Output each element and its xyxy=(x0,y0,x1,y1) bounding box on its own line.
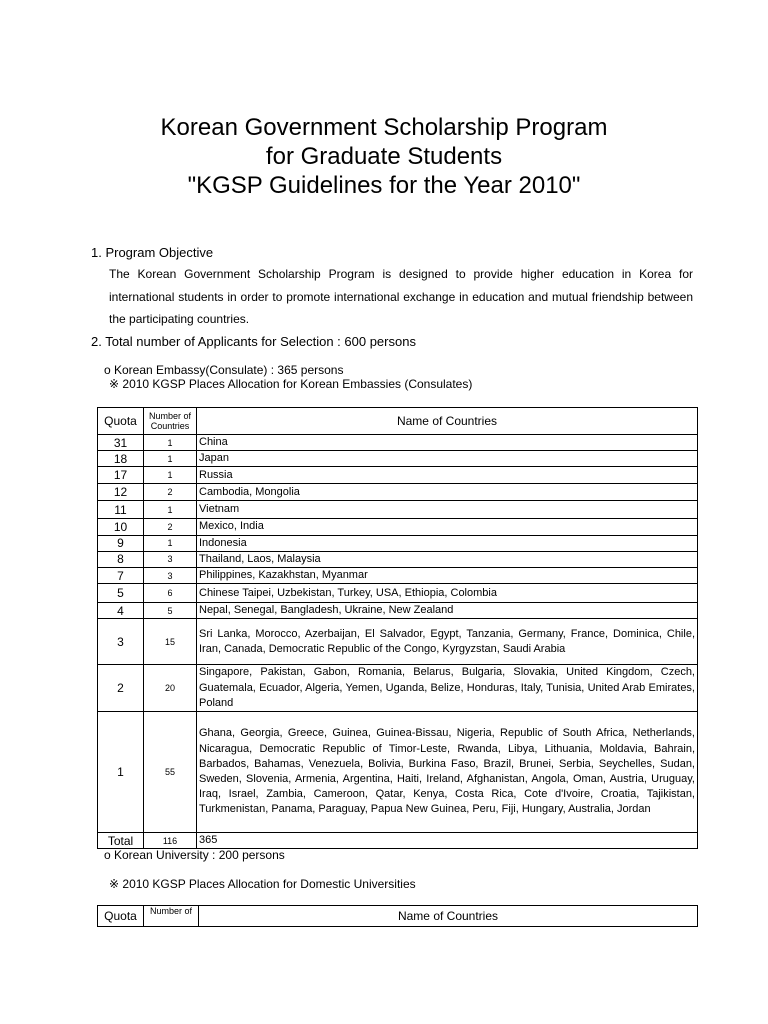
table-row xyxy=(98,619,698,665)
quota-cell: 1 xyxy=(98,712,144,833)
embassy-allocation-note: ※ 2010 KGSP Places Allocation for Korean Embassies (Consulates) xyxy=(109,377,473,391)
countries-cell: Philippines, Kazakhstan, Myanmar xyxy=(197,568,698,584)
number-cell: 2 xyxy=(144,484,197,501)
quota-cell: 12 xyxy=(98,484,144,501)
header-quota: Quota xyxy=(98,906,144,927)
header-name-of-countries: Name of Countries xyxy=(199,906,698,927)
number-cell: 1 xyxy=(144,451,197,467)
number-cell: 1 xyxy=(144,467,197,484)
quota-cell: 31 xyxy=(98,435,144,451)
quota-cell: 2 xyxy=(98,665,144,712)
table-row xyxy=(98,584,698,603)
table-row xyxy=(98,568,698,584)
university-allocation-table xyxy=(97,905,698,927)
number-cell: 1 xyxy=(144,501,197,519)
header-quota: Quota xyxy=(98,408,144,435)
number-cell: 20 xyxy=(144,665,197,712)
quota-cell: Total xyxy=(98,833,144,849)
table-row xyxy=(98,501,698,519)
document-title xyxy=(0,113,768,200)
table-row xyxy=(98,467,698,484)
countries-cell: Singapore, Pakistan, Gabon, Romania, Belarus, Bulgaria, Slovakia, United Kingdom, Czech, Guatemala, Ecuador, Algeria, Yemen, Uganda, Belize, Honduras, Italy, Tunisia, United Arab Emirates, Poland xyxy=(197,665,698,712)
header-name-of-countries: Name of Countries xyxy=(197,408,698,435)
countries-cell: Thailand, Laos, Malaysia xyxy=(197,551,698,567)
countries-cell: Chinese Taipei, Uzbekistan, Turkey, USA, Ethiopia, Colombia xyxy=(197,584,698,603)
countries-cell: Russia xyxy=(197,467,698,484)
title-line-2: for Graduate Students xyxy=(265,143,503,170)
number-cell: 15 xyxy=(144,619,197,665)
table-row xyxy=(98,551,698,567)
number-cell: 116 xyxy=(144,833,197,849)
embassy-line: o Korean Embassy(Consulate) : 365 persons xyxy=(104,363,344,377)
table-row xyxy=(98,665,698,712)
quota-cell: 8 xyxy=(98,551,144,567)
quota-cell: 3 xyxy=(98,619,144,665)
table-row xyxy=(98,603,698,619)
table-row xyxy=(98,435,698,451)
title-line-3: "KGSP Guidelines for the Year 2010" xyxy=(187,172,581,199)
countries-cell: Indonesia xyxy=(197,535,698,551)
countries-cell: Sri Lanka, Morocco, Azerbaijan, El Salvador, Egypt, Tanzania, Germany, France, Dominica, Chile, Iran, Canada, Democratic Republic of the Congo, Kyrgyzstan, Saudi Arabia xyxy=(197,619,698,665)
section-1-text: The Korean Government Scholarship Program is designed to provide higher education in Korea for international students in order to promote international exchange in education and mutual friendship between the participating countries. xyxy=(109,267,693,326)
countries-cell: Vietnam xyxy=(197,501,698,519)
header-number-of: Number of xyxy=(144,906,199,927)
countries-cell: Mexico, India xyxy=(197,519,698,535)
quota-cell: 9 xyxy=(98,535,144,551)
number-cell: 6 xyxy=(144,584,197,603)
university-allocation-note: ※ 2010 KGSP Places Allocation for Domestic Universities xyxy=(109,877,416,891)
section-1-heading: 1. Program Objective xyxy=(91,245,214,260)
countries-cell: 365 xyxy=(197,833,698,849)
table-row xyxy=(98,519,698,535)
table-row xyxy=(98,535,698,551)
quota-cell: 17 xyxy=(98,467,144,484)
quota-cell: 5 xyxy=(98,584,144,603)
number-cell: 3 xyxy=(144,568,197,584)
countries-cell: Nepal, Senegal, Bangladesh, Ukraine, New Zealand xyxy=(197,603,698,619)
countries-cell: Cambodia, Mongolia xyxy=(197,484,698,501)
quota-cell: 11 xyxy=(98,501,144,519)
header-number-of-countries: Number of Countries xyxy=(144,408,197,435)
quota-cell: 10 xyxy=(98,519,144,535)
embassy-allocation-table xyxy=(97,407,698,849)
countries-cell: China xyxy=(197,435,698,451)
table-row xyxy=(98,451,698,467)
countries-cell: Ghana, Georgia, Greece, Guinea, Guinea-Bissau, Nigeria, Republic of South Africa, Netherlands, Nicaragua, Democratic Republic of Timor-Leste, Rwanda, Libya, Lithuania, Moldavia, Bahrain, Barbados, Bahamas, Venezuela, Bolivia, Burkina Faso, Brazil, Brunei, Serbia, Seychelles, Sudan, Sweden, Slovenia, Armenia, Argentina, Haiti, Ireland, Afghanistan, Angola, Oman, Austria, Uruguay, Iraq, Israel, Zambia, Cameroon, Qatar, Kenya, Costa Rica, Cote d'Ivoire, Croatia, Tajikistan, Turkmenistan, Panama, Paraguay, Papua New Guinea, Peru, Fiji, Hungary, Australia, Jordan xyxy=(197,712,698,833)
number-cell: 55 xyxy=(144,712,197,833)
quota-cell: 7 xyxy=(98,568,144,584)
number-cell: 1 xyxy=(144,535,197,551)
table-row xyxy=(98,712,698,833)
section-2-heading: 2. Total number of Applicants for Selection : 600 persons xyxy=(91,334,416,349)
countries-cell: Japan xyxy=(197,451,698,467)
quota-cell: 18 xyxy=(98,451,144,467)
number-cell: 5 xyxy=(144,603,197,619)
number-cell: 1 xyxy=(144,435,197,451)
quota-cell: 4 xyxy=(98,603,144,619)
title-line-1: Korean Government Scholarship Program xyxy=(160,114,608,141)
university-line: o Korean University : 200 persons xyxy=(104,848,285,862)
number-cell: 2 xyxy=(144,519,197,535)
table-row xyxy=(98,484,698,501)
number-cell: 3 xyxy=(144,551,197,567)
table-row-total xyxy=(98,833,698,849)
